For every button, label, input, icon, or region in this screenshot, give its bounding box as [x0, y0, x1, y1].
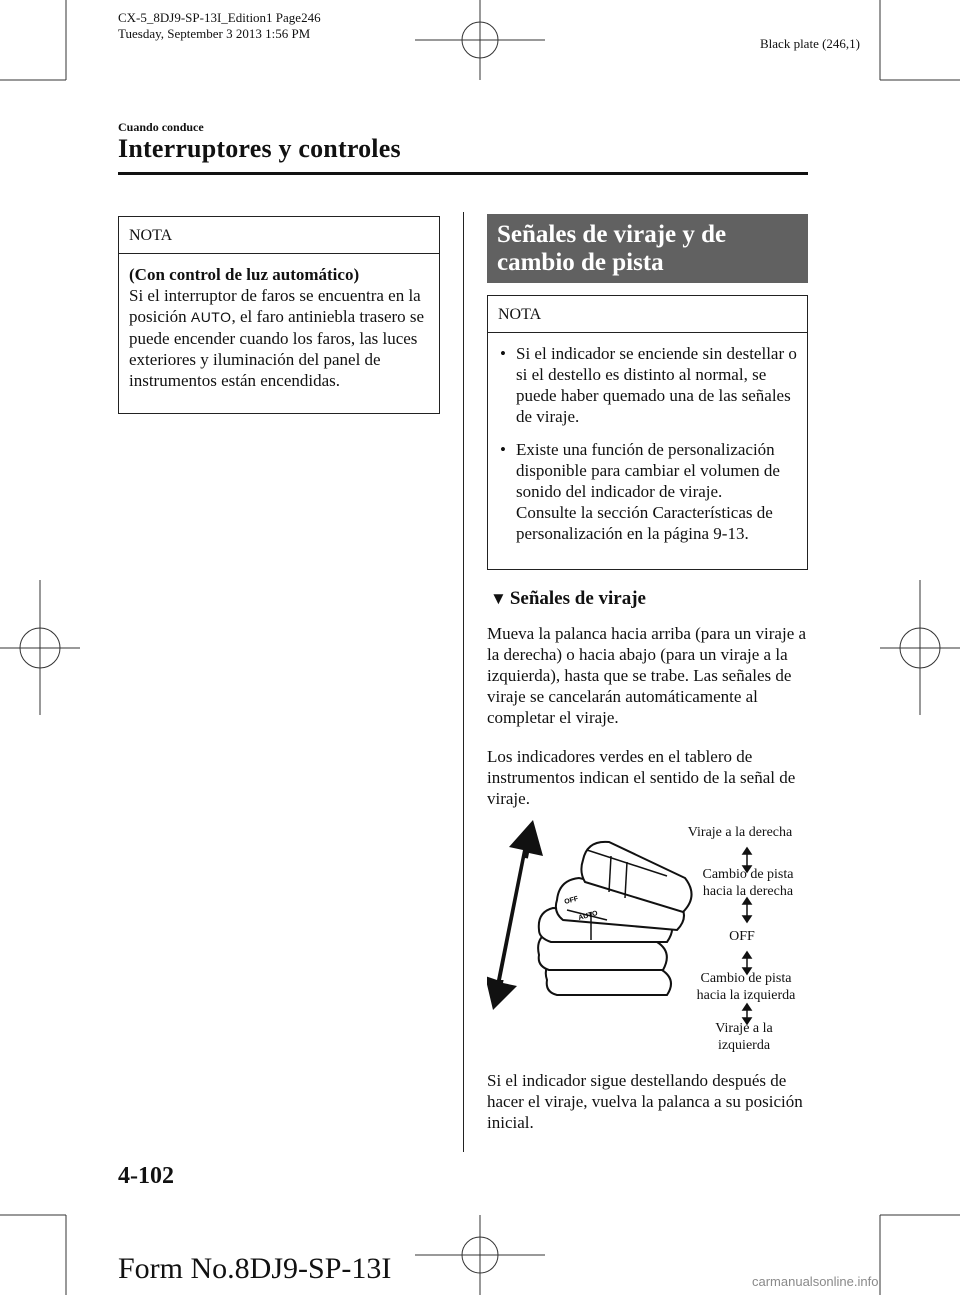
form-number: Form No.8DJ9-SP-13I: [118, 1252, 392, 1285]
section-heading: Señales de viraje y de cambio de pista: [487, 214, 808, 283]
paragraph-1: Mueva la palanca hacia arriba (para un viraje a la derecha) o hacia abajo (para un viraje a la izquierda), hasta que se trabe. Las señales de viraje se cancelarán automáticamente al completar el viraje.: [487, 624, 807, 727]
print-info-line2: Tuesday, September 3 2013 1:56 PM: [118, 26, 311, 41]
column-divider: [463, 212, 464, 1152]
note-body: [119, 254, 439, 401]
note-label-right: NOTA: [488, 296, 807, 333]
note-label: NOTA: [119, 217, 439, 254]
note-text-before: Si el interruptor de faros se encuentra en la posición: [129, 286, 421, 326]
note-box-left: [118, 216, 440, 414]
paragraph-3: Si el indicador sigue destellando después de hacer el viraje, vuelva la palanca a su posición inicial.: [487, 1071, 803, 1132]
note-bullet-2-extra: Consulte la sección Características de personalización en la página 9-13.: [516, 503, 773, 543]
auto-position-icon: AUTO: [190, 309, 232, 325]
section-label: Cuando conduce: [118, 120, 204, 134]
triangle-down-icon: ▼: [490, 589, 507, 608]
paragraph-2: Los indicadores verdes en el tablero de instrumentos indican el sentido de la señal de viraje.: [487, 747, 796, 808]
note-bullet-1: • Si el indicador se enciende sin destellar o si el destello es distinto al normal, se puede haber quemado una de las señales de viraje.: [498, 343, 799, 427]
lever-off-marking: OFF: [563, 895, 580, 906]
note-bullet-2: • Existe una función de personalización disponible para cambiar el volumen de sonido del indicador de viraje. Consulte la sección Características de personalización en la página 9-13.: [498, 439, 799, 544]
plate-info: Black plate (246,1): [760, 36, 860, 51]
watermark: carmanualsonline.info: [752, 1274, 879, 1289]
page-number: 4-102: [118, 1163, 174, 1189]
lever-auto-marking: AUTO: [577, 910, 599, 922]
note-text-after: , el faro antiniebla trasero se puede encender cuando los faros, las luces exteriores y iluminación del panel de instrumentos están encendidas.: [129, 307, 425, 390]
note-bullets: [498, 343, 799, 544]
note-heading: (Con control de luz automático): [129, 265, 360, 284]
page-title: Interruptores y controles: [118, 134, 401, 163]
note-body-right: [488, 333, 807, 566]
label-off: OFF: [729, 929, 755, 944]
title-rule: [118, 172, 808, 175]
print-info-line1: CX-5_8DJ9-SP-13I_Edition1 Page246: [118, 10, 321, 25]
label-left-turn: Viraje a la izquierda: [715, 1021, 773, 1053]
note-box-right: [487, 295, 808, 570]
print-info: [118, 10, 321, 42]
double-arrow-icon: [487, 820, 543, 1010]
label-lane-change-right: Cambio de pista hacia la derecha: [702, 867, 794, 899]
label-lane-change-left: Cambio de pista hacia la izquierda: [696, 971, 796, 1003]
subheading: ▼ Señales de viraje: [490, 588, 646, 609]
label-right-turn: Viraje a la derecha: [687, 825, 793, 840]
